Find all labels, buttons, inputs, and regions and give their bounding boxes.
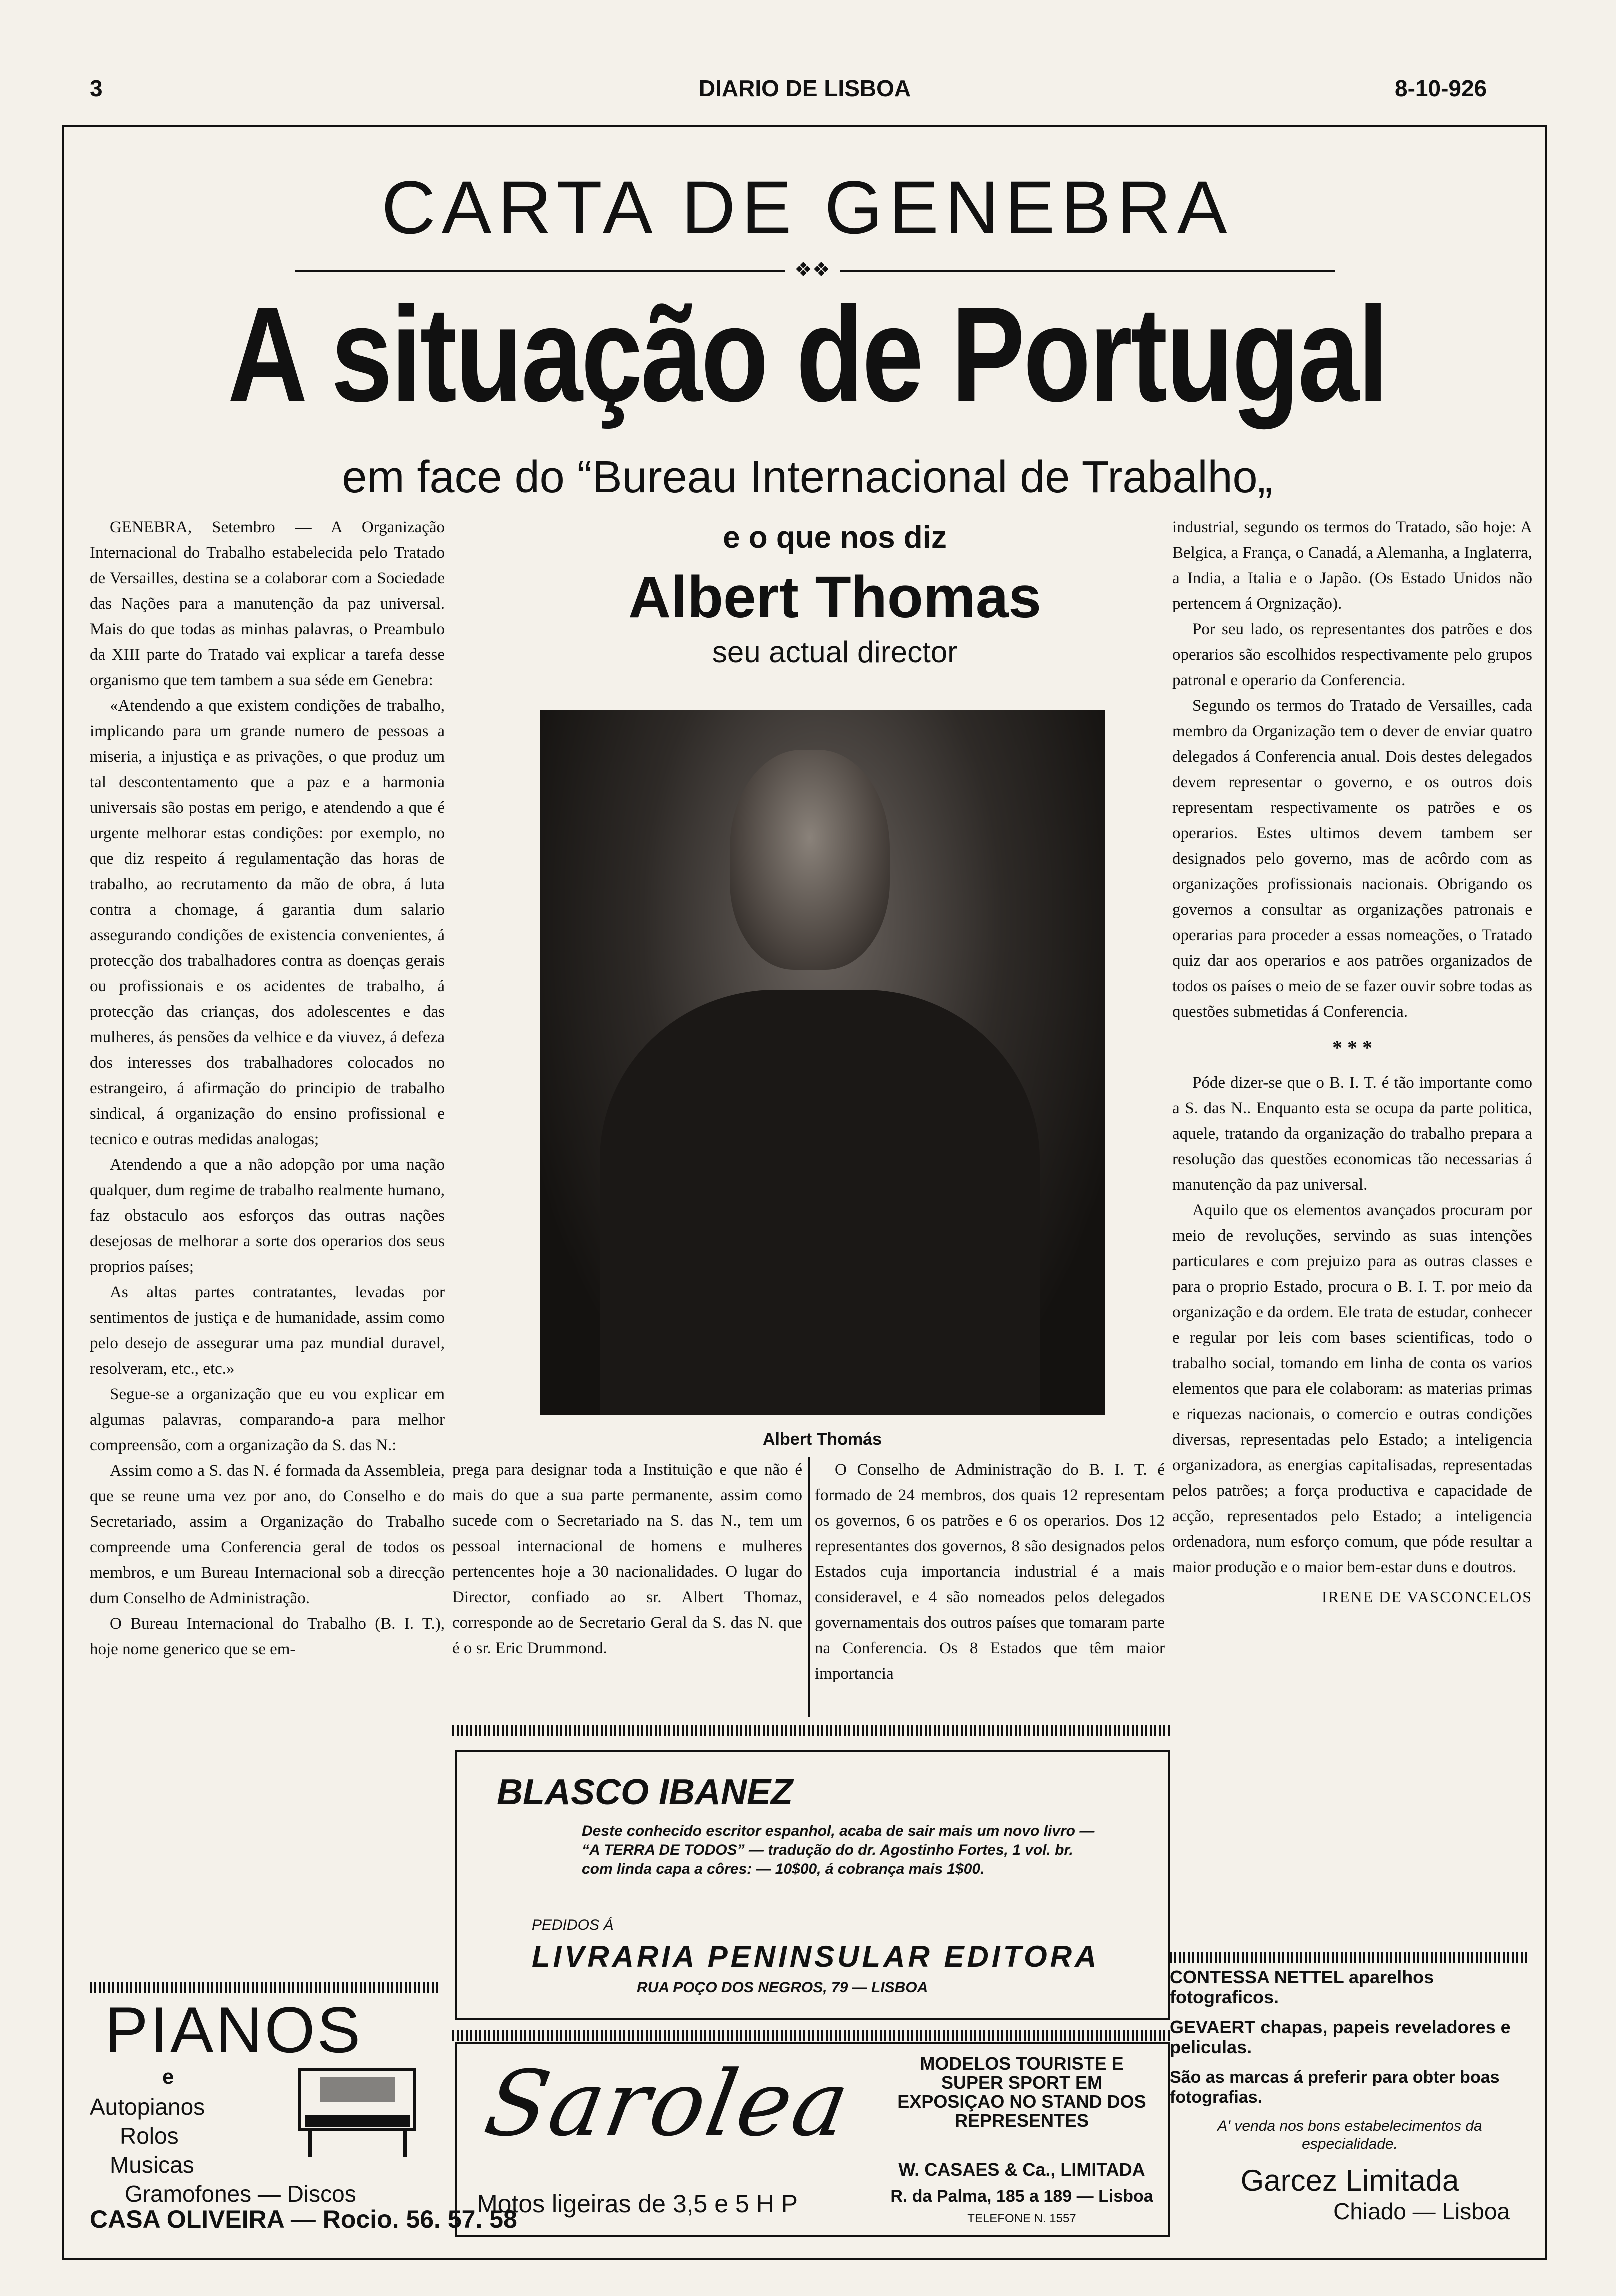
section-separator: * * * [1332,1036,1372,1059]
ad-pianos-footer: CASA OLIVEIRA — Rocio. 56. 57. 58 [90,2205,518,2233]
ad-pianos-item: Rolos [120,2123,179,2149]
ad-sarolea-phone: TELEFONE N. 1557 [968,2212,1076,2225]
paragraph: O Bureau Internacional do Trabalho (B. I. T.), hoje nome generico que se em- [90,1615,445,1658]
author-signature: IRENE DE VASCONCELOS [1322,1588,1532,1606]
paragraph: Segue-se a organização que eu vou explicar em algumas palavras, comparando-a para melhor compreensão, com a organização da S. das N.: [90,1385,445,1454]
ad-pianos-item: Gramofones — Discos [125,2181,356,2207]
portrait-body [600,990,1040,1415]
ad-blasco-address: RUA POÇO DOS NEGROS, 79 — LISBOA [637,1979,928,1996]
deck-line1: e o que nos diz [723,520,947,555]
portrait-head [730,750,890,970]
hatched-divider [90,1982,440,1993]
ad-sarolea-tagline: Motos ligeiras de 3,5 e 5 H P [477,2190,798,2218]
column-divider [808,1457,810,1717]
piano-drawing [290,2060,425,2160]
deck-line2: seu actual director [712,635,958,669]
left-column [90,515,445,1662]
hatched-divider [452,1725,1172,1736]
kicker: CARTA DE GENEBRA [382,165,1234,249]
paragraph: GENEBRA, Setembro — A Organização Internacional do Trabalho estabelecida pelo Tratado de Versailles, destina se a colaborar com a Sociedade das Nações para a manutenção da paz universal. Mais do que todas as minhas palavras, o Preambulo da XIII parte do Tratado vai explicar a tarefa desse organismo que tem tambem a sua séde em Genebra: [90,518,445,689]
portrait-photo [540,710,1105,1415]
middle-column-2 [815,1457,1165,1687]
ad-pianos-item: Autopianos [90,2094,206,2120]
issue-date: 8-10-926 [1395,75,1488,101]
ad-sarolea-address: R. da Palma, 185 a 189 — Lisboa [890,2187,1154,2206]
ad-pianos [90,1993,518,2235]
paragraph: Segundo os termos do Tratado de Versailles, cada membro da Organização tem o dever de enviar quatro delegados á Conferencia anual. Dois destes delegados devem representar o governo, e os outros dois representam respectivamente os patrões e os operarios. Estes ultimos devem tambem ser designados pelo governo, mas de acôrdo com as organizações profissionais nacionais. Obrigando os governos a consultar as organizações patronais e operarias para proceder a essas nomeações, o Tratado quiz dar aos operarios e aos patrões organizados de todos os países o meio de se fazer ouvir sobre todas as questões submetidas á Conferencia. [1172,697,1532,1021]
ad-blasco-orders: PEDIDOS Á [532,1917,614,1933]
subheadline: em face do “Bureau Internacional de Trabalho„ [342,452,1273,502]
ad-photo-location: Chiado — Lisboa [1334,2198,1510,2224]
ad-blasco-publisher: LIVRARIA PENINSULAR EDITORA [532,1940,1100,1973]
paragraph: O Conselho de Administração do B. I. T. é formado de 24 membros, dos quais 12 representam os governos, 6 os patrões e 6 os operarios. Dos 12 representantes dos governos, 8 são designados pelos Estados cuja importancia industrial é a mais consideravel, e 4 são nomeados pelos delegados governamentais dos outros países que tomaram parte na Conferencia. Os 8 Estados que têm maior importancia [815,1461,1165,1683]
brand-name: CONTESSA NETTEL [1170,1967,1344,1987]
ad-photo-line1 [1170,1967,1530,2007]
product-line: chapas, papeis reveladores e peliculas. [1170,2017,1511,2057]
ad-sarolea [455,2042,1170,2237]
paragraph: Atendendo a que a não adopção por uma nação qualquer, dum regime de trabalho realmente humano, faz obstaculo aos esforços das outras nações desejosas de melhorar a sorte dos operarios dos seus proprios países; [90,1156,445,1276]
ad-sarolea-models: MODELOS TOURISTE E SUPER SPORT EM EXPOSIÇAO NO STAND DOS REPRESENTES [898,2053,1146,2131]
masthead: DIARIO DE LISBOA [698,75,912,101]
paragraph: Aquilo que os elementos avançados procuram por meio de revoluções, servindo as suas intenções particulares e com prejuizo para as outras classes e para o proprio Estado, procura o B. I. T. por meio da organização e da ordem. Ele trata de estudar, conhecer e regular por leis com bases scientificas, todo o trabalho social, tomando em linha de conta os varios elementos que para ele colaboram: as materias primas e riquezas nacionais, o comercio e outras condições diversas, representadas pelo Estado; a inteligencia organizadora, as energias capitalisadas, representadas pelos patrões; a força productiva e capacidade de acção, representados pelo Estado; a inteligencia ordenadora, num esforço comum, que póde resultar a maior produção e o maior bem-estar duns e doutros. [1172,1201,1532,1576]
hatched-divider [1170,1952,1530,1963]
paragraph: Póde dizer-se que o B. I. T. é tão importante como a S. das N.. Enquanto esta se ocupa da parte politica, aquele, tratando da organização do trabalho prepara a resolução das questões economicas tão necessarias á manutenção da paz universal. [1172,1074,1532,1194]
paragraph: industrial, segundo os termos do Tratado, são hoje: A Belgica, a França, o Canadá, a Alemanha, a Inglaterra, a India, a Italia e o Japão. (Os Estado Unidos não pertencem á Orgnização). [1172,518,1532,613]
ad-photo [1170,1967,1530,2237]
paragraph: «Atendendo a que existem condições de trabalho, implicando para um grande numero de pessoas a miseria, a injustiça e as privações, o que produz um tal descontentamento que a paz e a harmonia universais são postas em perigo, e atendendo a que é urgente melhorar estas condições: por exemplo, no que diz respeito á regulamentação das horas de trabalho, ao recrutamento da mão de obra, á luta contra a chomage, á garantia dum salario assegurando condições de existencia convenientes, á protecção dos trabalhadores contra as doenças gerais ou profissionais e os acidentes de trabalho, á protecção das crianças, dos adolescentes e das mulheres, ás pensões da velhice e da viuvez, á defeza dos interesses dos trabalhadores colocados no estrangeiro, á afirmação do principio de trabalho sindical, á organização do ensino profissional e tecnico e outras medidas analogas; [90,697,445,1148]
ad-pianos-item: Musicas [110,2152,194,2178]
paragraph: Assim como a S. das N. é formada da Assembleia, que se reune uma vez por ano, do Conselho e do Secretariado, assim a Organização do Trabalho compreende uma Conferencia geral de todos os membros, e um Bureau Internacional sob a direcção dum Conselho de Administração. [90,1462,445,1607]
paragraph: Por seu lado, os representantes dos patrões e dos operarios são escolhidos respectivamente pelo grupos patronal e operario da Conferencia. [1172,620,1532,689]
hatched-divider [452,2030,1172,2041]
page-number: 3 [90,75,103,101]
ad-pianos-conj: e [162,2065,174,2088]
photo-caption: Albert Thomás [762,1430,882,1449]
right-column [1172,515,1532,1610]
brand-name: GEVAERT [1170,2017,1256,2037]
ad-blasco [455,1750,1170,2020]
paragraph: prega para designar toda a Instituição e que não é mais do que a sua parte permanente, assim como sucede com o Secretariado na S. das N., tem um pessoal internacional de homens e mulheres pertencentes hoje a 30 nacionalidades. O lugar do Director, confiado ao sr. Albert Thomaz, corresponde ao de Secretario Geral da S. das N. que é o sr. Eric Drummond. [452,1461,802,1657]
ad-pianos-title: PIANOS [105,1993,363,2066]
ad-photo-company: Garcez Limitada [1240,2164,1460,2197]
ad-photo-line3: São as marcas á preferir para obter boas fotografias. [1170,2068,1500,2107]
ad-photo-line4: A' venda nos bons estabelecimentos da especialidade. [1218,2118,1482,2152]
ad-sarolea-dealer: W. CASAES & Ca., LIMITADA [898,2159,1146,2180]
ad-blasco-body: Deste conhecido escritor espanhol, acaba de sair mais um novo livro — “A TERRA DE TODOS” — tradução do dr. Agostinho Fortes, 1 vol. br. com linda capa a côres: — 10$00, á cobrança mais 1$00. [582,1823,1095,1877]
ad-blasco-title: BLASCO IBANEZ [497,1772,793,1812]
headline: A situação de Portugal [228,279,1388,430]
ad-sarolea-logo: Sarolea [478,2052,858,2156]
piano-icon [290,2060,425,2160]
ornament-glyph: ❖❖ [785,258,840,281]
deck-name: Albert Thomas [628,564,1042,630]
product-line: aparelhos fotograficos. [1170,1967,1434,2007]
ad-photo-line2 [1170,2017,1530,2057]
paragraph: As altas partes contratantes, levadas por sentimentos de justiça e de humanidade, assim como pelo desejo de assegurar uma paz mundial duravel, resolveram, etc., etc.» [90,1283,445,1378]
middle-column-1 [452,1457,802,1661]
